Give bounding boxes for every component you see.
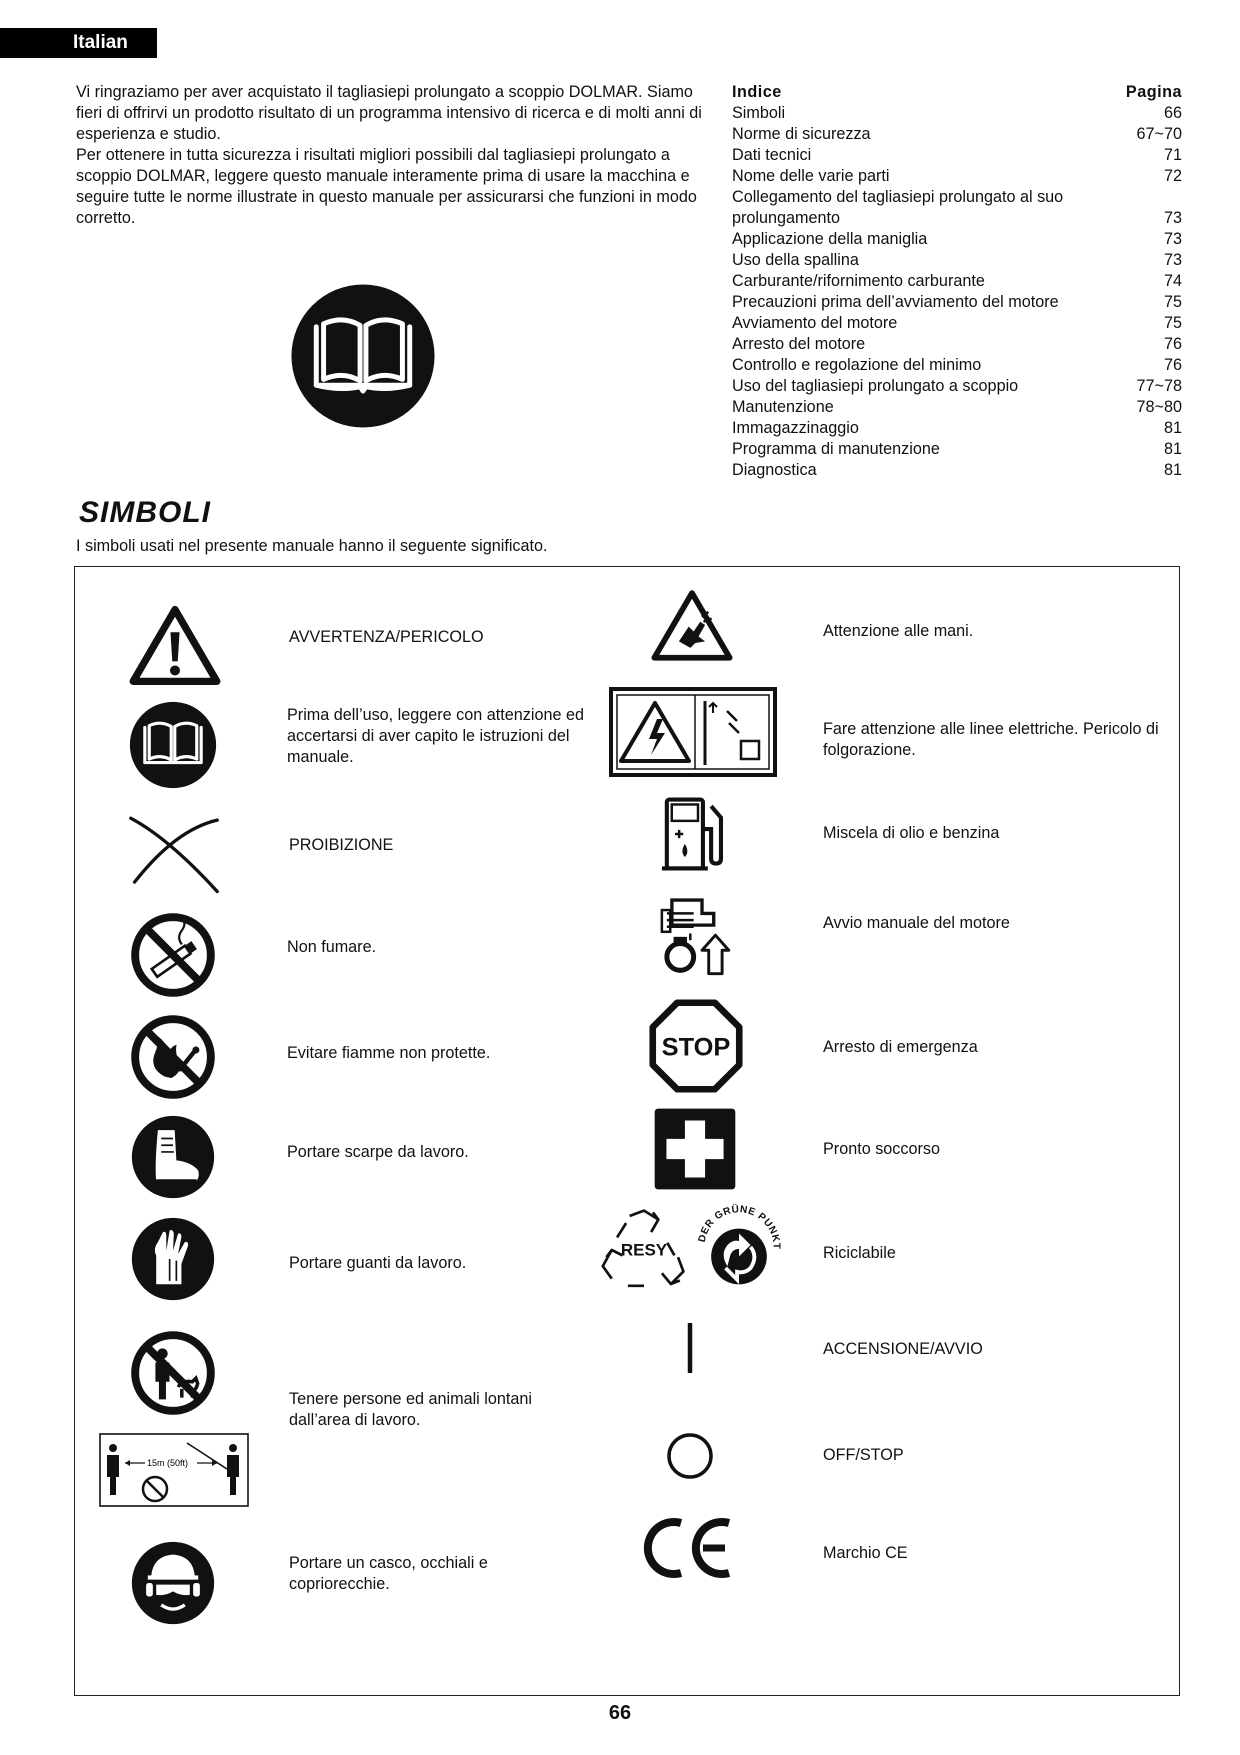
intro-paragraph: Vi ringraziamo per aver acquistato il tagliasiepi prolungato a scoppio DOLMAR. Siamo fieri di offrirvi un prodotto risultato di un programma intensivo di ricerca e di molti anni di esperienza e studio. xyxy=(76,83,702,143)
symbol-label: Prima dell’uso, leggere con attenzione ed accertarsi di aver capito le istruzioni del manuale. xyxy=(287,706,584,766)
symbol-label: Pronto soccorso xyxy=(823,1140,940,1158)
toc-entry-page: 77~78 xyxy=(1136,377,1182,395)
symbol-label: ACCENSIONE/AVVIO xyxy=(823,1340,983,1358)
toc-entry[interactable] xyxy=(732,334,1182,355)
toc-entry-page: 73 xyxy=(1163,230,1182,248)
distance-diagram-icon xyxy=(99,1433,249,1507)
stop-sign-icon xyxy=(649,999,743,1093)
symbol-label: Portare scarpe da lavoro. xyxy=(287,1143,469,1161)
off-stop-icon xyxy=(665,1431,715,1481)
read-manual-icon xyxy=(129,701,217,789)
toc-entry-page: 75 xyxy=(1163,293,1182,311)
toc-entry-page: 75 xyxy=(1163,314,1182,332)
symbol-label: Avvio manuale del motore xyxy=(823,914,1010,932)
language-tab: Italian xyxy=(0,28,157,58)
warning-triangle-icon xyxy=(129,605,221,685)
toc-entry[interactable] xyxy=(732,376,1182,397)
symbol-label: Attenzione alle mani. xyxy=(823,622,974,640)
symbol-label: Miscela di olio e benzina xyxy=(823,824,1000,842)
stop-sign-text: STOP xyxy=(661,1033,731,1062)
symbols-table xyxy=(74,566,1180,1696)
toc-entry-page: 76 xyxy=(1163,356,1182,374)
fuel-pump-mix-icon xyxy=(657,793,739,875)
toc-entry-page: 81 xyxy=(1163,440,1182,458)
symbol-label: Riciclabile xyxy=(823,1244,896,1262)
toc-entry-page: 73 xyxy=(1163,251,1182,269)
toc-entry[interactable] xyxy=(732,460,1182,481)
toc-entry-page: 78~80 xyxy=(1136,398,1182,416)
toc-entry-page: 81 xyxy=(1163,461,1182,479)
toc-entry-label: Programma di manutenzione xyxy=(732,440,940,458)
toc-entry-label: Immagazzinaggio xyxy=(732,419,859,437)
toc-entry-page: 66 xyxy=(1163,104,1182,122)
green-dot-text: DER GRÜNE PUNKT xyxy=(696,1204,782,1250)
toc-entry-label: Carburante/rifornimento carburante xyxy=(732,272,985,290)
keep-distance-icon xyxy=(129,1329,217,1417)
toc-entry[interactable] xyxy=(732,145,1182,166)
toc-entry-label: Applicazione della maniglia xyxy=(732,230,928,248)
toc-header xyxy=(732,82,1182,103)
toc-entry-page: 74 xyxy=(1163,272,1182,290)
toc-entry[interactable] xyxy=(732,439,1182,460)
toc-entry[interactable] xyxy=(732,355,1182,376)
resy-text: RESY xyxy=(620,1240,668,1260)
toc-entry[interactable] xyxy=(732,313,1182,334)
table-of-contents xyxy=(732,82,1182,481)
symbol-label: Portare guanti da lavoro. xyxy=(289,1254,467,1272)
toc-entry-label: Collegamento del tagliasiepi prolungato al suo prolungamento xyxy=(732,188,1064,227)
toc-entry[interactable] xyxy=(732,166,1182,187)
toc-entry[interactable] xyxy=(732,397,1182,418)
symbol-label: AVVERTENZA/PERICOLO xyxy=(289,628,484,646)
symbol-label: Portare un casco, occhiali e copriorecchie. xyxy=(289,1554,488,1593)
toc-entry[interactable] xyxy=(732,124,1182,145)
intro-paragraph: Per ottenere in tutta sicurezza i risultati migliori possibili dal tagliasiepi prolungato a scoppio DOLMAR, leggere questo manuale interamente prima di usare la macchina e seguire tutte le norme illustrate in questo manuale per assicurarsi che funzioni in modo corretto. xyxy=(76,146,697,227)
helmet-goggles-ear-protection-icon xyxy=(131,1541,215,1625)
hand-injury-warning-icon xyxy=(651,589,733,661)
toc-entry[interactable] xyxy=(732,103,1182,124)
toc-entry-label: Diagnostica xyxy=(732,461,817,479)
distance-label: 15m (50ft) xyxy=(147,1458,189,1468)
section-description: I simboli usati nel presente manuale hanno il seguente significato. xyxy=(76,537,548,555)
page-number: 66 xyxy=(608,1702,632,1724)
toc-entry[interactable] xyxy=(732,187,1182,229)
recycle-icon xyxy=(599,1207,689,1293)
toc-entry-label: Avviamento del motore xyxy=(732,314,898,332)
intro-text xyxy=(76,82,716,229)
symbol-label: Arresto di emergenza xyxy=(823,1038,978,1056)
symbol-label: Tenere persone ed animali lontani dall’area di lavoro. xyxy=(289,1390,532,1429)
no-open-flame-icon xyxy=(129,1013,217,1101)
read-manual-icon xyxy=(290,283,436,429)
toc-page-heading: Pagina xyxy=(1125,83,1182,101)
toc-entry-label: Arresto del motore xyxy=(732,335,866,353)
symbol-label: OFF/STOP xyxy=(823,1446,904,1464)
symbol-label: Evitare fiamme non protette. xyxy=(287,1044,491,1062)
toc-entry-page: 71 xyxy=(1163,146,1182,164)
section-title: SIMBOLI xyxy=(79,496,211,529)
toc-entry[interactable] xyxy=(732,229,1182,250)
toc-entry[interactable] xyxy=(732,271,1182,292)
toc-entry-label: Norme di sicurezza xyxy=(732,125,871,143)
symbol-label: Fare attenzione alle linee elettriche. Pericolo di folgorazione. xyxy=(823,720,1159,759)
toc-entry-page: 76 xyxy=(1163,335,1182,353)
toc-heading: Indice xyxy=(732,83,782,101)
green-dot-icon xyxy=(691,1197,787,1293)
power-line-warning-icon xyxy=(609,687,777,777)
first-aid-icon xyxy=(653,1107,737,1191)
toc-entry[interactable] xyxy=(732,250,1182,271)
symbol-label: PROIBIZIONE xyxy=(289,836,394,854)
toc-entry-page: 67~70 xyxy=(1136,125,1182,143)
ce-mark-icon xyxy=(641,1513,737,1583)
manual-start-icon xyxy=(655,895,739,977)
toc-entry-label: Precauzioni prima dell’avviamento del motore xyxy=(732,293,1059,311)
symbol-label: Marchio CE xyxy=(823,1544,908,1562)
work-boots-icon xyxy=(131,1115,215,1199)
toc-entry-page: 81 xyxy=(1163,419,1182,437)
toc-entry-label: Uso della spallina xyxy=(732,251,859,269)
toc-entry-label: Controllo e regolazione del minimo xyxy=(732,356,982,374)
toc-entry[interactable] xyxy=(732,418,1182,439)
toc-entry-label: Uso del tagliasiepi prolungato a scoppio xyxy=(732,377,1019,395)
toc-entry-label: Nome delle varie parti xyxy=(732,167,890,185)
work-gloves-icon xyxy=(131,1217,215,1301)
toc-entry-label: Manutenzione xyxy=(732,398,834,416)
toc-entry-page: 73 xyxy=(1163,209,1182,227)
toc-entry-label: Simboli xyxy=(732,104,786,122)
toc-entry[interactable] xyxy=(732,292,1182,313)
toc-entry-label: Dati tecnici xyxy=(732,146,812,164)
on-start-icon xyxy=(681,1321,699,1375)
symbol-label: Non fumare. xyxy=(287,938,377,956)
prohibition-cross-icon xyxy=(127,812,221,894)
no-smoking-icon xyxy=(129,911,217,999)
toc-entry-page: 72 xyxy=(1163,167,1182,185)
